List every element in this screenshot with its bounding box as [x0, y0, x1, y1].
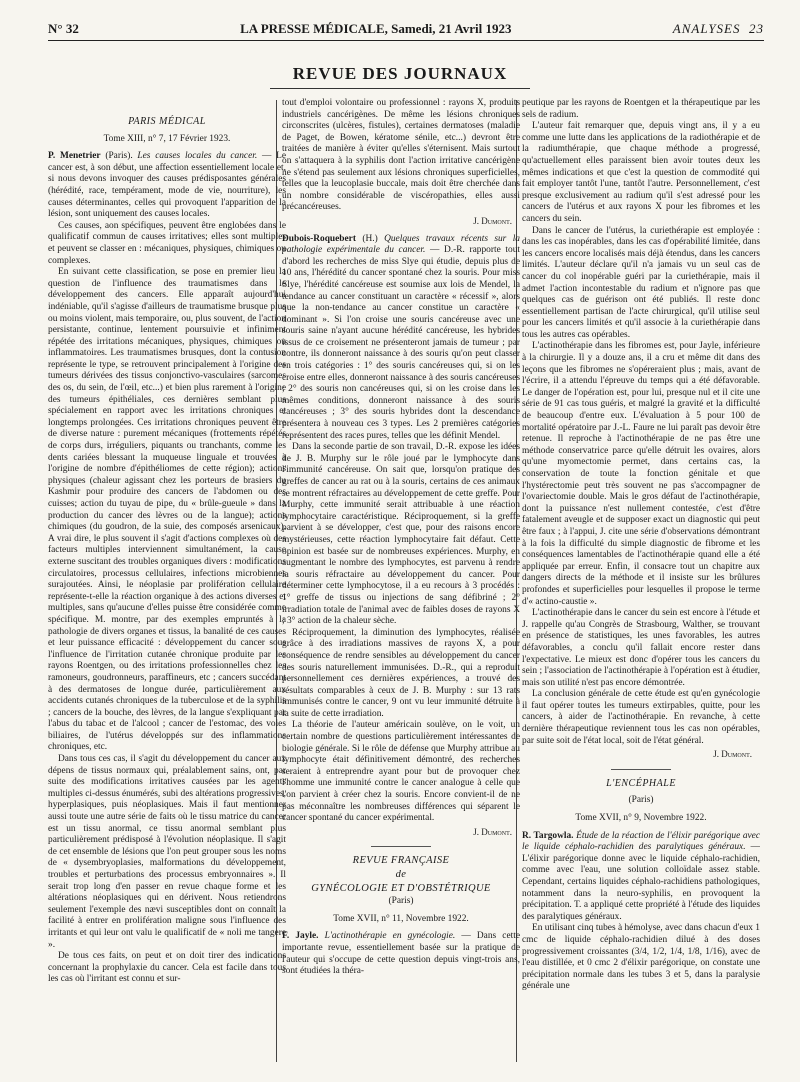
article-author: R. Targowla. [522, 830, 574, 841]
article-paragraph: Réciproquement, la diminution des lymphocytes, réalisée grâce à des irradiations massives de rayons X, a pour conséquence de rendre sensibles au développement du cancer des souris naturellement immunisées. D.-R., qui a reproduit personnellement ces dernières expériences, a trouvé des résultats comparables à ceux de J. B. Murphy : sur 13 rats immunisés contre le cancer, 9 ont vu leur immunité détruite à la suite de cette irradiation. [282, 627, 520, 719]
article-author: F. Jayle. [282, 931, 319, 942]
article-title: Étude de la réaction de l'élixir parégorique avec le liquide céphalo-rachidien des paralytiques généraux. [522, 830, 760, 853]
journal-city: (Paris) [628, 795, 654, 806]
article-signature: J. Dumont. [473, 215, 512, 226]
issue-line: Tome XIII, n° 7, 17 Février 1923. [103, 133, 231, 144]
article-signature: J. Dumont. [473, 826, 512, 837]
page-header [48, 18, 764, 41]
journal-title-sub: GYNÉCOLOGIE ET D'OBSTÉTRIQUE [311, 882, 491, 894]
article-paragraph: R. Targowla. Étude de la réaction de l'élixir parégorique avec le liquide céphalo-rachidien des paralytiques généraux. — L'élixir parégorique donne avec le liquide céphalo-rachidien, comme avec l'eau, une solution colloïdale assez stable. Cependant, certains liquides céphalo-rachidiens pathologiques, notamment dans la neuro-syphilis, en provoquent la précipitation. T. a appliqué cette propriété à l'étude des liquides des paralytiques généraux. [522, 830, 760, 922]
article-author: P. Menetrier [48, 151, 101, 162]
rubric-rule [270, 88, 530, 89]
rubric-title: REVUE DES JOURNAUX [292, 64, 508, 83]
article-paragraph: P. Menetrier (Paris). Les causes locales du cancer. — Le cancer est, à son début, une affection essentiellement locale et, si nous devons invoquer des causes prédisposantes générales (hérédité, race, tempérament, mode de vie, nourriture), les causes déterminantes, celles qui provoquent l'apparition de la lésion, sont uniquement des causes locales. [48, 151, 286, 220]
page-number: 23 [749, 21, 764, 36]
issue-line: Tome XVII, n° 11, Novembre 1922. [333, 913, 469, 924]
article-paragraph: Dans tous ces cas, il s'agit du développement du cancer aux dépens de tissus normaux qui, préalablement sains, ont, par suite des modifications irritatives causées par les agents multiples ci-dessus énumérés, subi des altérations progressives, hyperplasiques, puis néoplasiques. Mais il faut mentionner aussi toute une autre série de faits où le tissu matrice du cancer est un tissu anormal, ce tissu anormal semblant plus particulièrement prédisposé à l'évolution néoplasique. Il s'agit de cet ensemble de lésions que l'on peut grouper sous les noms de « dysembryoplasies, malformations du développement, troubles et perturbations des processus embryonnaires ». Il serait trop long d'en passer en revue chaque forme et les altérations néoplasiques qui en dérivent. Nous retiendrons seulement l'exemple des nævi susceptibles dont on connaît la facilité à entrer en prolifération maligne sous l'influence des irritants et qui leur ont valu le qualificatif de « noli me tangere ». [48, 754, 286, 950]
article-title: Quelques travaux récents sur la pathologie expérimentale du cancer. [282, 233, 520, 256]
article-paragraph: L'auteur fait remarquer que, depuis vingt ans, il y a eu comme une lutte dans les applications de la radiothérapie et de la radiumthérapie, que chaque méthode a progressé, qu'actuellement elles paraissent bien avoir toutes deux les mêmes indications et que c'est la question de commodité qui fait employer tantôt l'une, tantôt l'autre. Personnellement, c'est presque exclusivement au radium qu'il s'est adressé pour les cancers de l'utérus et aux rayons X pour les fibromes et les cancers du sein. [522, 121, 760, 224]
journal-title: L'ENCÉPHALE [606, 777, 676, 789]
section-title: ANALYSES 23 [672, 21, 764, 36]
journal-city: (Paris) [388, 896, 414, 907]
journal-title-de: de [395, 869, 407, 880]
article-paragraph: En utilisant cinq tubes à hémolyse, avec dans chacun d'eux 1 cmc de liquide céphalo-rachidien dilué à des doses progressivement croissantes (3/4, 1/2, 1/4, 1/8, 1/16), avec de l'eau distillée, et 0 cmc 2 d'élixir parégorique, on constate une précipitation normale dans les tubes 3 et 5, dans la paralysie générale une [522, 923, 760, 992]
column-2 [282, 98, 520, 1068]
article-paragraph: Ces causes, aon spécifiques, peuvent être englobées dans le qualificatif commun de causes irritatives; elles sont multiples et peuvent se classer en : mécaniques, physiques, chimiques ou complexes. [48, 220, 286, 266]
issue-line: Tome XVII, n° 9, Novembre 1922. [575, 813, 707, 824]
article-title: Les causes locales du cancer. [137, 151, 258, 162]
journal-title: REVUE FRANÇAISE [352, 855, 450, 867]
article-paragraph: Dubois-Roquebert (H.) Quelques travaux récents sur la pathologie expérimentale du cancer. — D.-R. rapporte tout d'abord les recherches de miss Slye qui étudie, depuis plus de 10 ans, l'hérédité du cancer spontané chez la souris. Pour miss Slye, l'hérédité cancéreuse est soumise aux lois de Mendel, la tendance au cancer constituant un caractère « récessif », alors que la non-tendance au cancer constitue un caractère « dominant ». Si l'on croise une souris cancéreuse avec une souris saine n'ayant aucune hérédité cancéreuse, les hybrides issus de ce croisement ne présenteront jamais de tumeur ; par contre, ils donneront naissance à des souris qu'on peut classer en trois catégories : 1° des souris cancéreuses qui, si on les croise entre elles, donneront naissance à des souris cancéreuses ; 2° des souris non cancéreuses qui, si on les croise dans les mêmes conditions, donneront naissance à des souris cancéreuses ; 3° des souris hybrides dont la descendance présentera à nouveau ces 3 types. Les 2 premières catégories représentent des races pures, telles que les définit Mendel. [282, 233, 520, 441]
article-paragraph: L'actinothérapie dans le cancer du sein est encore à l'étude et J. rappelle qu'au Congrès de Strasbourg, Walther, se trouvant en présence de statistiques, les unes favorables, les autres défavorables, a conclu qu'il fallait encore rester dans l'expectative. Le mieux est donc d'opérer tous les cancers du sein ; l'association de l'actinothérapie à l'opération est à étudier, mais son utilité n'est pas encore démontrée. [522, 608, 760, 688]
article-paragraph: L'actinothérapie dans les fibromes est, pour Jayle, inférieure à la chirurgie. Il y a douze ans, il a cru et même dit dans des leçons que les fibromes ne s'opéreraient plus ; mais, avant de l'écrire, il a attendu l'épreuve du temps qui a été défavorable. Le danger de l'opération est, pour lui, presque nul et il cite une série de 91 cas tous guéris, et malgré la gravité et la difficulté de beaucoup d'entre eux. L'évaluation à 5 pour 100 de mortalité opératoire par J.-L. Faure ne lui paraît pas devoir être retenue. Il reproche à l'actinothérapie de ne pas être une méthode conservatrice parce qu'elle détruit les ovaires, alors qu'une myomectomie permet, dans certains cas, la conservation de toute la fonction génitale et que l'hystérectomie peut très souvent ne pas s'accompagner de l'ovariectomie double. Mais le gros défaut de l'actinothérapie, dont la puissance n'est nullement contestée, c'est d'être fatalement aveugle et de supposer exact un diagnostic qui peut être faux ; à l'appui, J. cite une série d'observations démontrant à la fois la difficulté du simple diagnostic de fibrome et les conséquences lamentables de l'actinothérapie quand elle a été appliquée par erreur. Enfin, il consacre tout un chapitre aux dangers directs de la méthode et il insiste sur les brûlures profondes et superficielles pour lesquelles il propose le terme d'« actino-caustie ». [522, 341, 760, 607]
article-author: Dubois-Roquebert [282, 233, 356, 244]
article-paragraph: peutique par les rayons de Roentgen et la thérapeutique par les sels de radium. [522, 98, 760, 120]
divider [371, 846, 431, 847]
article-paragraph: La théorie de l'auteur américain soulève, on le voit, un certain nombre de questions particulièrement intéressantes de biologie générale. Si le rôle de défense que Murphy attribue au lymphocyte était définitivement démontré, des recherches seraient à entreprendre ayant pour but de provoquer chez l'homme une immunité contre le cancer analogue à celle que l'on parvient à créer chez la souris. Encore convient-il de ne pas méconnaître les nombreuses différences qui séparent le cancer spontané du cancer expérimental. [282, 720, 520, 824]
article-paragraph: De tous ces faits, on peut et on doit tirer des indications concernant la prophylaxie du cancer. Cela est facile dans tous les cas où l'irritant est connu et sur- [48, 951, 286, 985]
journal-title: PARIS MÉDICAL [128, 116, 206, 127]
article-paragraph: En suivant cette classification, se pose en premier lieu la question de l'influence des traumatismes dans le développement des cancers. Elle apparaît aujourd'hui indéniable, qu'il s'agisse d'ailleurs de traumatisme brusque plus ou moins violent, mais temporaire, ou, plus souvent, de l'action persistante, continue, lentement poursuivie et infiniment répétée des irritations mécaniques, physiques, chimiques ou inflammatoires. Les traumatismes brusques, dont la contusion représente le type, se retrouvent principalement à l'origine des tumeurs dérivées des tissus conjonctivo-vasculaires (sarcomes des os, du sein, de l'œil, etc...) et bien plus rarement à l'origine des tumeurs épithéliales, ces dernières semblant plus spécialement en rapport avec les irritations chroniques et longtemps prolongées. Ces irritations chroniques peuvent être de diverse nature : purement mécaniques (frottements répétés de corps durs, irréguliers, piquants ou tranchants, comme les dents cariées blessant la muqueuse linguale et trouvées à l'origine de nombre d'épithéliomes de cette région); actions physiques (chaleur agissant chez les porteurs de brasiers du Kashmir pour produire des cancers de l'abdomen ou des cuisses; action du tuyau de pipe, du « brûle-gueule » dans la production du cancer des lèvres ou de la langue); actions chimiques (du goudron, de la suie, des composés arsenicaux). A vrai dire, le plus souvent il s'agit d'actions complexes où des facteurs multiples interviennent simultanément, la cause externe suscitant des troubles organiques divers : modifications circulatoires, processus cellulaires, infections microbiennes surajoutées. Ainsi, le néoplasie par prolifération cellulaire représente-t-elle la réaction organique à des actions diverses et multiples, sans qu'aucune d'elles puisse être considérée comme spécifique. M. montre, par des exemples empruntés à la pathologie de divers organes et tissus, la banalité de ces causes et leur puissance efficacité : développement du cancer sous l'influence de l'irritation cutanée chronique produite par les rayons Roentgen, ou des irritations professionnelles chez les ramoneurs, goudronneurs, paraffineurs, etc ; cancers succédant à des dermatoses de longue durée, particulièrement aux accidents cutanés chroniques de la tuberculose et de la syphilis ; cancers de la bouche, des lèvres, de la langue s'expliquant par l'abus du tabac et de l'alcool ; cancer de l'estomac, des voies biliaires, de l'utérus développés sur des inflammations chroniques, etc. [48, 267, 286, 753]
article-title: L'actinothérapie en gynécologie. [318, 931, 456, 942]
column-1 [48, 112, 286, 1072]
issue-number: N° 32 [48, 21, 79, 36]
column-3 [522, 98, 760, 1068]
article-signature: J. Dumont. [713, 749, 752, 760]
article-paragraph: tout d'emploi volontaire ou professionnel : rayons X, produits industriels cancérigènes. De même les lésions chroniques circonscrites (ulcères, fistules), certaines dermatoses (maladie de Paget, de Bowen, kératome sénile, etc...) devront être traitées de manière à éviter qu'elles s'éternisent. Mais surtout on s'attaquera à la syphilis dont l'action irritative cancérigène ne s'étend pas seulement aux lésions chroniques superficielles, telles que la leucoplasie buccale, mais doit être cherchée dans un nombre considérable de viscéropathies, elles aussi précancéreuses. [282, 98, 520, 213]
article-paragraph: La conclusion générale de cette étude est qu'en gynécologie il faut opérer toutes les tumeurs extirpables, quitte, pour les cancers, à aider de l'actinothérapie. En revanche, à cette dernière thérapeutique reviennent tous les cas non opérables, par suite soit de l'état local, soit de l'état général. [522, 689, 760, 746]
article-paragraph: Dans le cancer de l'utérus, la curiethérapie est employée : dans les cas inopérables, dans les cas d'opérabilité limitée, dans les cancers encore localisés mais déjà étendus, dans les cancers limités. L'auteur déclare qu'il n'a jamais vu un seul cas de cancer du col inopérable guéri par la curiethérapie, mais il admet l'action incontestable du radium et n'ignore pas que quelques cas de guérison ont été publiés. Il reste donc essentiellement partisan de l'acte chirurgical, qu'il utilise seul pour les cancers limités et qu'il associe à la curiethérapie dans tous les autres cas opérables. [522, 225, 760, 340]
article-paragraph: Dans la seconde partie de son travail, D.-R. expose les idées de J. B. Murphy sur le rôle joué par le lymphocyte dans l'immunité cancéreuse. On sait que, lorsqu'on pratique des greffes de cancer au rat ou à la souris, certains de ces animaux se montrent réfractaires au développement de cette greffe. Pour Murphy, cette immunité serait attribuable à une réaction lymphocytaire caractéristique. Réciproquement, si la greffe parvient à se développer, c'est que, pour des raisons encore mystérieuses, cette réaction lymphocytaire fait défaut. Cette opinion est basée sur de nombreuses expériences. Murphy, en augmentant le nombre des lymphocytes, est parvenu à rendre la souris réfractaire au développement du cancer. Pour déterminer cette lymphocytose, il a eu recours à 3 procédés : 1° greffe de tissus ou injections de sang défibriné ; 2° irradiation totale de l'animal avec de faibles doses de rayons X ; 3° action de la chaleur sèche. [282, 442, 520, 627]
journal-date: LA PRESSE MÉDICALE, Samedi, 21 Avril 1923 [240, 21, 512, 36]
divider [611, 769, 671, 770]
article-paragraph: F. Jayle. L'actinothérapie en gynécologie. — Dans cette importante revue, essentiellement basée sur la pratique de l'auteur qui s'occupe de cette question depuis vingt-trois ans, sont étudiées la théra- [282, 931, 520, 977]
